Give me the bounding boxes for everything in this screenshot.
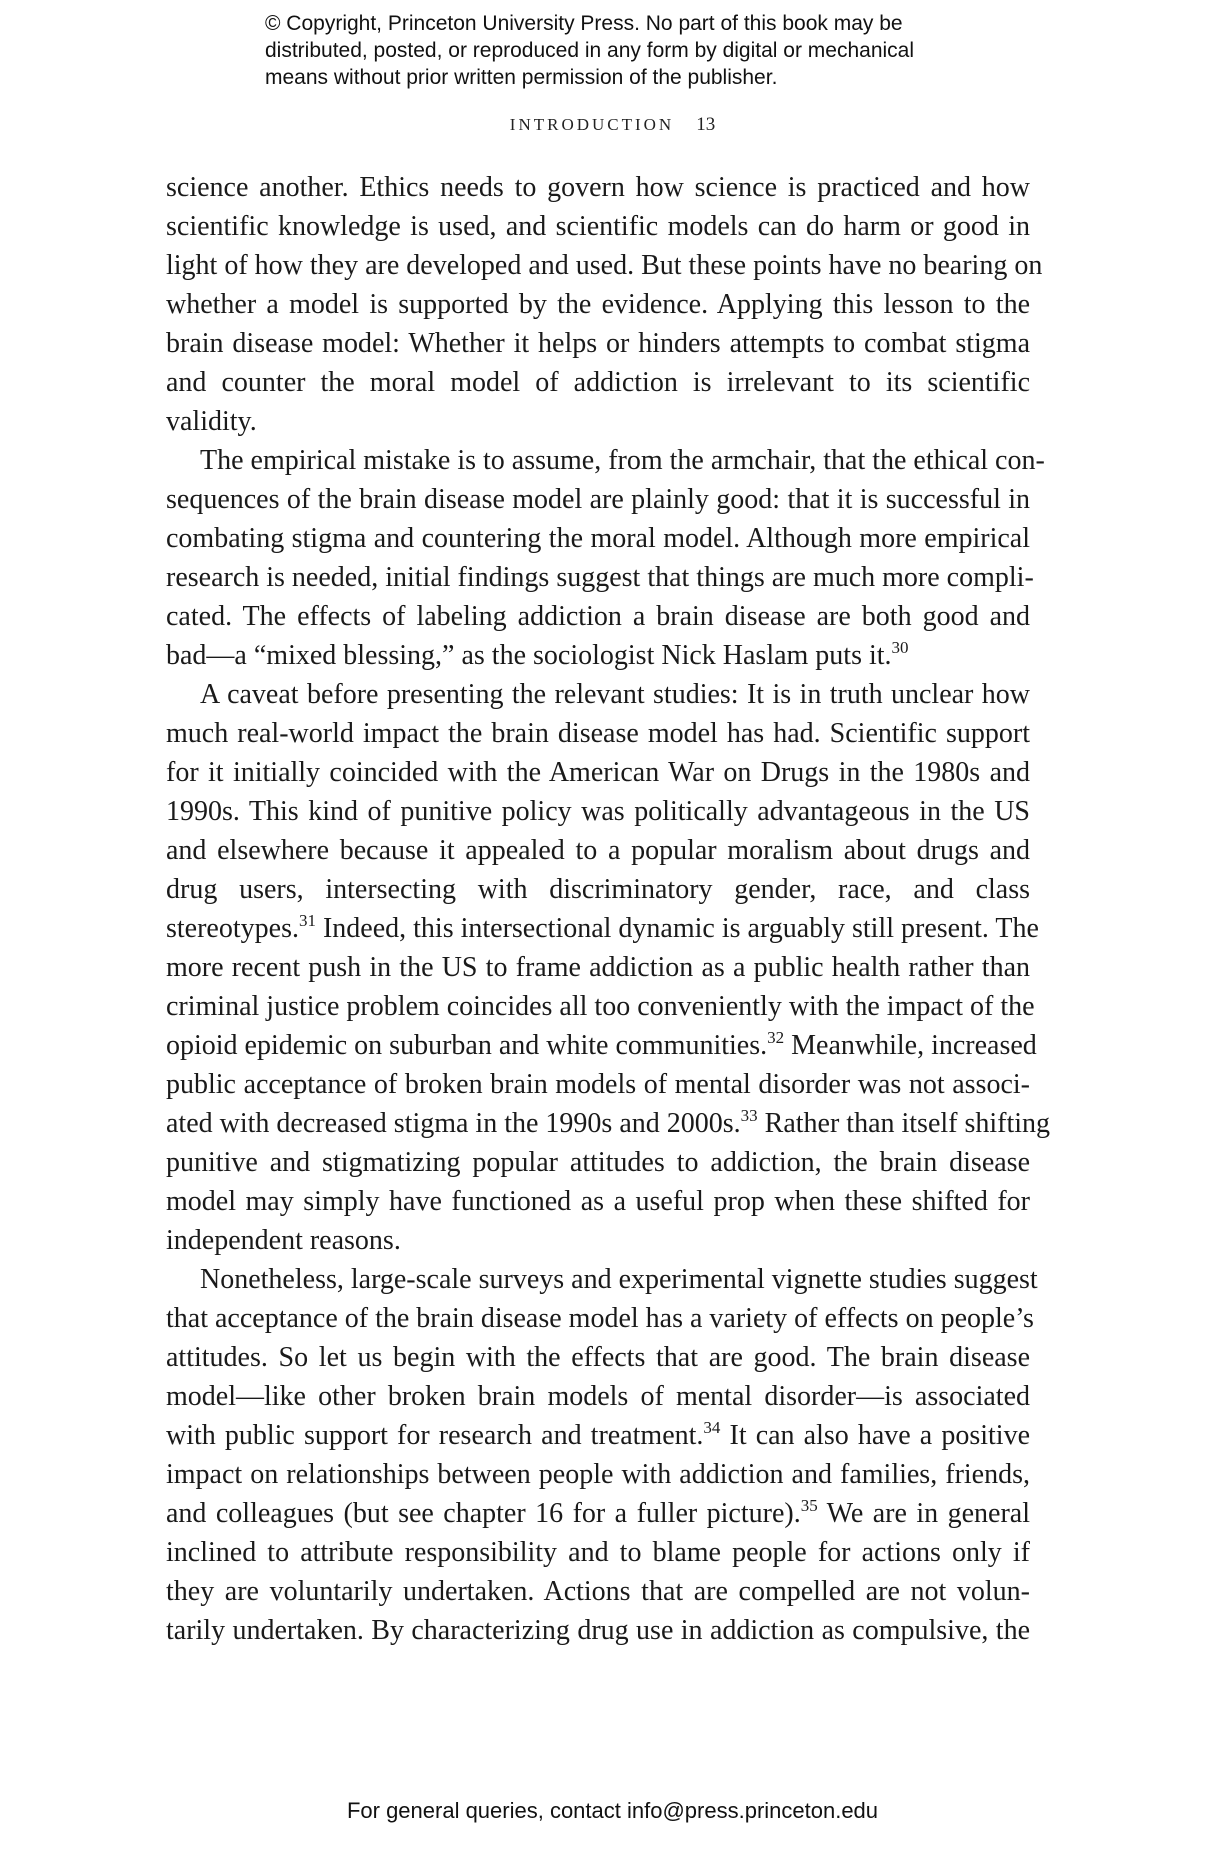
line-text: and counter the moral model of addiction is irrelevant to its scientific [166,367,1030,398]
text-line [166,480,1030,519]
text-line [166,324,1030,363]
line-text-continued: Rather than itself shifting [757,1108,1051,1139]
line-text: for it initially coincided with the American War on Drugs in the 1980s and [166,757,1030,788]
text-line [166,1260,1038,1299]
text-line [166,1572,1030,1611]
footnote-marker: 30 [891,638,909,657]
text-line [166,168,1030,207]
line-text-continued: Indeed, this intersectional dynamic is arguably still present. The [315,913,1039,944]
line-text: bad—a “mixed blessing,” as the sociologist Nick Haslam puts it. [166,640,892,671]
line-text: brain disease model: Whether it helps or hinders attempts to combat stigma [166,328,1030,359]
line-text: they are voluntarily undertaken. Actions that are compelled are not volun- [166,1576,1030,1607]
line-text: scientific knowledge is used, and scientific models can do harm or good in [166,211,1030,242]
line-text: and colleagues (but see chapter 16 for a fuller picture). [166,1498,801,1529]
text-line [166,519,1030,558]
line-text: whether a model is supported by the evidence. Applying this lesson to the [166,289,1030,320]
text-line [166,1611,1030,1650]
line-text: criminal justice problem coincides all too conveniently with the impact of the [166,991,1035,1022]
line-text: tarily undertaken. By characterizing drug use in addiction as compulsive, the [166,1615,1030,1646]
text-line [166,402,1030,441]
text-line [166,1377,1030,1416]
footnote-marker: 31 [298,911,316,930]
line-text: public acceptance of broken brain models of mental disorder was not associ- [166,1069,1030,1100]
line-text: cated. The effects of labeling addiction a brain disease are both good and [166,601,1030,632]
text-line [166,1104,1051,1143]
text-line [166,1143,1030,1182]
line-text: stereotypes. [166,913,299,944]
text-line [166,1026,1037,1065]
line-text: model—like other broken brain models of mental disorder—is associated [166,1381,1030,1412]
text-line [166,831,1030,870]
line-text: independent reasons. [166,1225,401,1256]
line-text: and elsewhere because it appealed to a popular moralism about drugs and [166,835,1030,866]
text-line [166,792,1030,831]
text-line [166,636,1030,675]
line-text: inclined to attribute responsibility and to blame people for actions only if [166,1537,1030,1568]
text-line [166,870,1030,909]
body-text [166,168,1051,1650]
text-line [166,1182,1030,1221]
text-line [166,207,1030,246]
footer-contact: For general queries, contact info@press.princeton.edu [346,1798,879,1823]
line-text: Nonetheless, large-scale surveys and experimental vignette studies suggest [200,1264,1038,1295]
line-text: punitive and stigmatizing popular attitudes to addiction, the brain disease [166,1147,1030,1178]
footnote-marker: 33 [740,1106,758,1125]
line-text: more recent push in the US to frame addiction as a public health rather than [166,952,1030,983]
text-line [166,1299,1034,1338]
copyright-line: distributed, posted, or reproduced in any form by digital or mechanical [265,39,915,62]
running-head-title: INTRODUCTION [509,115,675,134]
text-line [166,363,1030,402]
line-text: validity. [166,406,257,437]
line-text: impact on relationships between people with addiction and families, friends, [166,1459,1030,1490]
line-text: A caveat before presenting the relevant studies: It is in truth unclear how [200,679,1030,710]
copyright-notice [265,10,1025,91]
text-line [166,909,1039,948]
text-line [166,987,1035,1026]
line-text-continued: We are in general [817,1498,1031,1529]
footnote-marker: 34 [703,1418,721,1437]
line-text-continued: It can also have a positive [720,1420,1030,1451]
text-line [166,753,1030,792]
line-text: that acceptance of the brain disease model has a variety of effects on people’s [166,1303,1034,1334]
text-line [166,948,1030,987]
line-text: combating stigma and countering the moral model. Although more empirical [166,523,1030,554]
text-line [166,441,1045,480]
line-text: 1990s. This kind of punitive policy was politically advantageous in the US [166,796,1030,827]
running-head [0,114,1225,136]
line-text: The empirical mistake is to assume, from the armchair, that the ethical con- [200,445,1045,476]
text-line [166,675,1030,714]
copyright-line: means without prior written permission of the publisher. [265,66,778,89]
text-line [166,1221,1030,1260]
text-line [166,1533,1030,1572]
copyright-line: © Copyright, Princeton University Press. No part of this book may be [265,12,903,35]
text-line [166,714,1030,753]
text-line [166,285,1030,324]
line-text: light of how they are developed and used. But these points have no bearing on [166,250,1043,281]
footnote-marker: 35 [800,1496,818,1515]
footnote-marker: 32 [767,1028,785,1047]
line-text: much real-world impact the brain disease model has had. Scientific support [166,718,1030,749]
line-text-continued: Meanwhile, increased [784,1030,1037,1061]
line-text: ated with decreased stigma in the 1990s and 2000s. [166,1108,741,1139]
text-line [166,1455,1030,1494]
line-text: science another. Ethics needs to govern how science is practiced and how [166,172,1030,203]
line-text: research is needed, initial findings suggest that things are much more compli- [166,562,1034,593]
page-number: 13 [696,114,716,135]
text-line [166,597,1030,636]
text-line [166,1065,1030,1104]
line-text: attitudes. So let us begin with the effects that are good. The brain disease [166,1342,1030,1373]
text-line [166,1494,1030,1533]
line-text: model may simply have functioned as a useful prop when these shifted for [166,1186,1030,1217]
text-line [166,1416,1030,1455]
line-text: opioid epidemic on suburban and white communities. [166,1030,768,1061]
line-text: drug users, intersecting with discriminatory gender, race, and class [166,874,1030,905]
text-line [166,558,1034,597]
text-line [166,1338,1030,1377]
line-text: sequences of the brain disease model are plainly good: that it is successful in [166,484,1030,515]
line-text: with public support for research and treatment. [166,1420,704,1451]
text-line [166,246,1043,285]
